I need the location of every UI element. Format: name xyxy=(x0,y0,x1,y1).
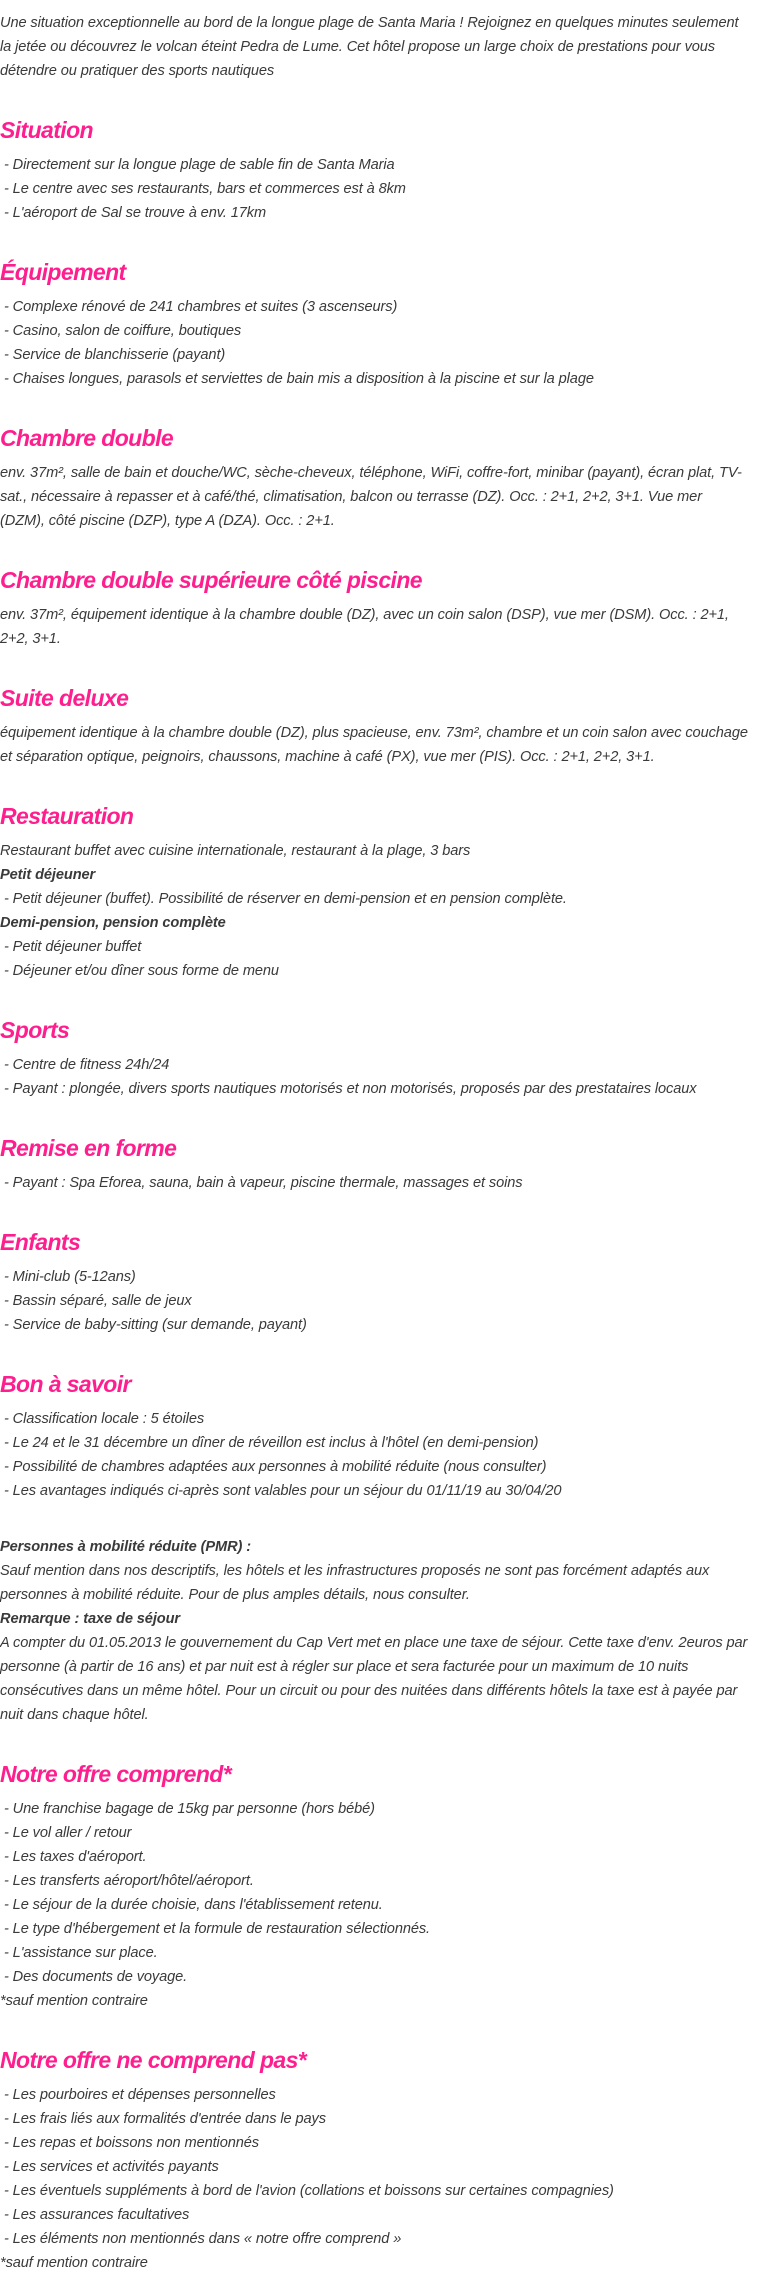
text-line: - Bassin séparé, salle de jeux xyxy=(0,1293,192,1309)
section-suite-deluxe xyxy=(0,675,752,769)
sections-container xyxy=(0,107,752,2275)
text-line: - Service de baby-sitting (sur demande, payant) xyxy=(0,1317,307,1333)
section-heading: Sports xyxy=(0,1017,70,1043)
text-line: - L'aéroport de Sal se trouve à env. 17km xyxy=(0,205,267,221)
section-heading: Notre offre comprend* xyxy=(0,1761,232,1787)
text-line: - Déjeuner et/ou dîner sous forme de menu xyxy=(0,963,279,979)
text-line: - Possibilité de chambres adaptées aux personnes à mobilité réduite (nous consulter) xyxy=(0,1459,547,1475)
text-line: - Casino, salon de coiffure, boutiques xyxy=(0,323,242,339)
subheading: Personnes à mobilité réduite (PMR) : xyxy=(0,1539,252,1555)
text-line: - Complexe rénové de 241 chambres et suites (3 ascenseurs) xyxy=(0,299,398,315)
subheading: Remarque : taxe de séjour xyxy=(0,1611,180,1627)
text-line: - Des documents de voyage. xyxy=(0,1969,188,1985)
text-line: - Centre de fitness 24h/24 xyxy=(0,1057,170,1073)
section-notre-offre-comprend xyxy=(0,1751,748,2013)
text-line: - Payant : Spa Eforea, sauna, bain à vapeur, piscine thermale, massages et soins xyxy=(0,1175,523,1191)
text-line: - Les frais liés aux formalités d'entrée dans le pays xyxy=(0,2111,326,2127)
text-line: équipement identique à la chambre double (DZ), plus spacieuse, env. 73m², chambre et un coin salon avec couchage et séparation optique, peignoirs, chaussons, machine à café (PX), vue mer (PIS). Occ. : 2+1, 2+2, 3+1. xyxy=(0,725,752,765)
text-line: - Les assurances facultatives xyxy=(0,2207,190,2223)
section-heading: Enfants xyxy=(0,1229,81,1255)
section-sports xyxy=(0,1007,748,1101)
section-restauration xyxy=(0,793,748,983)
section-heading: Suite deluxe xyxy=(0,685,129,711)
text-line: - Les avantages indiqués ci-après sont valables pour un séjour du 01/11/19 au 30/04/20 xyxy=(0,1483,562,1499)
section-heading: Bon à savoir xyxy=(0,1371,131,1397)
text-line: - Le centre avec ses restaurants, bars et commerces est à 8km xyxy=(0,181,406,197)
notes-block xyxy=(0,1535,752,1727)
section-equipement xyxy=(0,249,748,391)
text-line: - Directement sur la longue plage de sable fin de Santa Maria xyxy=(0,157,395,173)
text-line: - Classification locale : 5 étoiles xyxy=(0,1411,205,1427)
text-line: - Les éléments non mentionnés dans « notre offre comprend » xyxy=(0,2231,402,2247)
text-line: - Le 24 et le 31 décembre un dîner de réveillon est inclus à l'hôtel (en demi-pension) xyxy=(0,1435,539,1451)
text-line: - Service de blanchisserie (payant) xyxy=(0,347,226,363)
section-chambre-double xyxy=(0,415,748,533)
text-line: - Le vol aller / retour xyxy=(0,1825,132,1841)
section-heading: Remise en forme xyxy=(0,1135,177,1161)
intro-paragraph: Une situation exceptionnelle au bord de la longue plage de Santa Maria ! Rejoignez en quelques minutes seulement la jetée ou découvrez le volcan éteint Pedra de Lume. Cet hôtel propose un large choix de prestations pour vous détendre ou pratiquer des sports nautiques xyxy=(0,15,739,79)
text-line: - Une franchise bagage de 15kg par personne (hors bébé) xyxy=(0,1801,375,1817)
text-line: - Les taxes d'aéroport. xyxy=(0,1849,147,1865)
section-enfants xyxy=(0,1219,748,1337)
text-line: - Les pourboires et dépenses personnelles xyxy=(0,2087,276,2103)
text-line: - Le séjour de la durée choisie, dans l'établissement retenu. xyxy=(0,1897,383,1913)
subheading: Demi-pension, pension complète xyxy=(0,915,226,931)
section-heading: Chambre double xyxy=(0,425,174,451)
text-line: - Petit déjeuner buffet xyxy=(0,939,142,955)
text-line: - L'assistance sur place. xyxy=(0,1945,158,1961)
section-remise-en-forme xyxy=(0,1125,748,1195)
section-heading: Équipement xyxy=(0,259,126,285)
text-line: Sauf mention dans nos descriptifs, les hôtels et les infrastructures proposés ne sont pas forcément adaptés aux personnes à mobilité réduite. Pour de plus amples détails, nous consulter. xyxy=(0,1563,714,1603)
text-line: - Le type d'hébergement et la formule de restauration sélectionnés. xyxy=(0,1921,431,1937)
text-line: env. 37m², salle de bain et douche/WC, sèche-cheveux, téléphone, WiFi, coffre-fort, minibar (payant), écran plat, TV-sat., nécessaire à repasser et à café/thé, climatisation, balcon ou terrasse (DZ). Occ. : 2+1, 2+2, 3+1. Vue mer (DZM), côté piscine (DZP), type A (DZA). Occ. : 2+1. xyxy=(0,465,742,529)
text-line: env. 37m², équipement identique à la chambre double (DZ), avec un coin salon (DSP), vue mer (DSM). Occ. : 2+1, 2+2, 3+1. xyxy=(0,607,733,647)
text-line: - Chaises longues, parasols et serviettes de bain mis a disposition à la piscine et sur la plage xyxy=(0,371,594,387)
text-line: - Petit déjeuner (buffet). Possibilité de réserver en demi-pension et en pension complète. xyxy=(0,891,567,907)
section-situation xyxy=(0,107,748,225)
text-line: - Les transferts aéroport/hôtel/aéroport. xyxy=(0,1873,254,1889)
section-heading: Restauration xyxy=(0,803,134,829)
section-heading: Chambre double supérieure côté piscine xyxy=(0,567,422,593)
text-line: *sauf mention contraire xyxy=(0,2255,148,2271)
section-heading: Notre offre ne comprend pas* xyxy=(0,2047,307,2073)
text-line: Restaurant buffet avec cuisine internationale, restaurant à la plage, 3 bars xyxy=(0,843,471,859)
text-line: - Les éventuels suppléments à bord de l'avion (collations et boissons sur certaines compagnies) xyxy=(0,2183,614,2199)
section-notre-offre-ne-comprend-pas xyxy=(0,2037,748,2275)
section-chambre-double-superieure xyxy=(0,557,748,651)
subheading: Petit déjeuner xyxy=(0,867,96,883)
section-bon-a-savoir xyxy=(0,1361,752,1727)
text-line: - Les services et activités payants xyxy=(0,2159,219,2175)
text-line: *sauf mention contraire xyxy=(0,1993,148,2009)
text-line: A compter du 01.05.2013 le gouvernement du Cap Vert met en place une taxe de séjour. Cette taxe d'env. 2euros par personne (à partir de 16 ans) et par nuit est à régler sur place et sera facturée pour un maximum de 10 nuits consécutives dans un même hôtel. Pour un circuit ou pour des nuitées dans différents hôtels la taxe est à payée par nuit dans chaque hôtel. xyxy=(0,1635,752,1723)
section-heading: Situation xyxy=(0,117,93,143)
text-line: - Payant : plongée, divers sports nautiques motorisés et non motorisés, proposés par des prestataires locaux xyxy=(0,1081,697,1097)
text-line: - Les repas et boissons non mentionnés xyxy=(0,2135,259,2151)
text-line: - Mini-club (5-12ans) xyxy=(0,1269,136,1285)
